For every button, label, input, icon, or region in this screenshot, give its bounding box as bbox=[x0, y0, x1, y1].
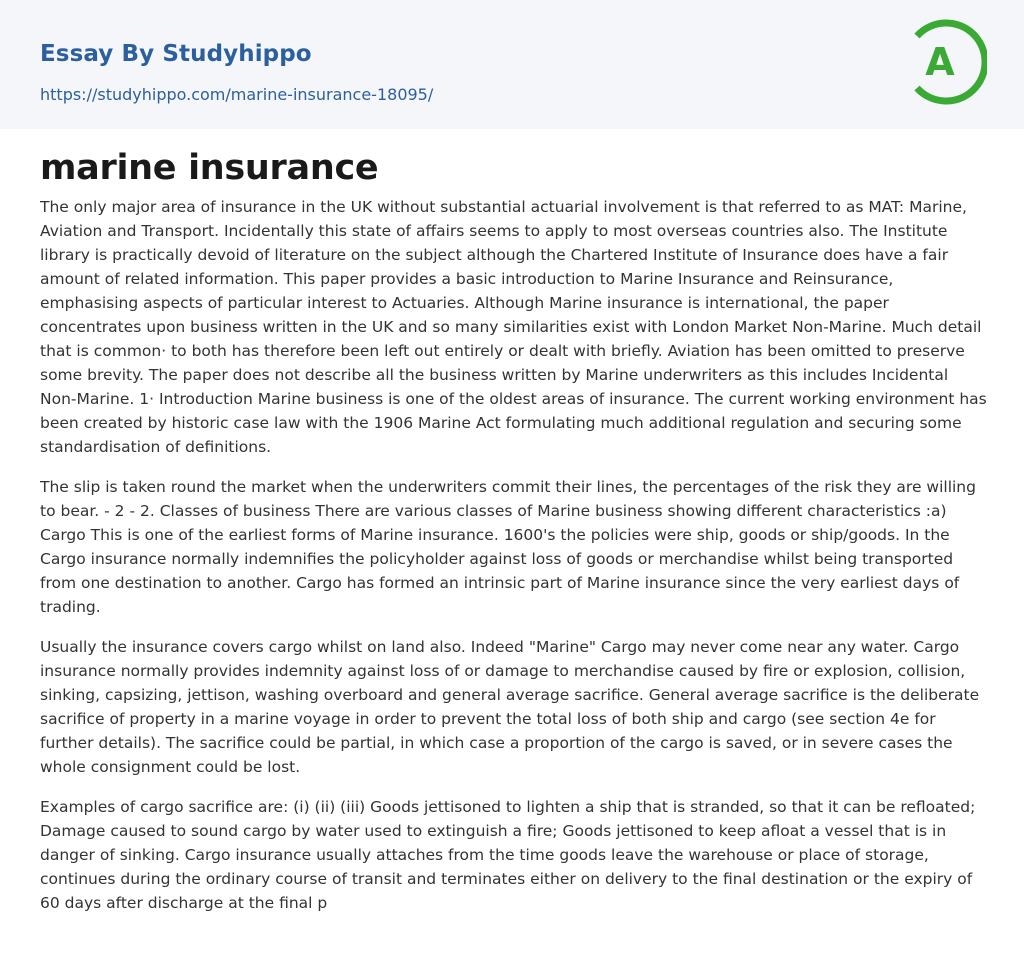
article bbox=[40, 143, 988, 931]
article-paragraph: The only major area of insurance in the UK without substantial actuarial involvement is that referred to as MAT: Marine, Aviation and Transport. Incidentally this state of affairs seems to apply to most overseas countries also. The Institute library is practically devoid of literature on the subject although the Chartered Institute of Insurance does have a fair amount of related information. This paper provides a basic introduction to Marine Insurance and Reinsurance, emphasising aspects of particular interest to Actuaries. Although Marine insurance is international, the paper concentrates upon business written in the UK and so many similarities exist with London Market Non-Marine. Much detail that is common· to both has therefore been left out entirely or dealt with briefly. Aviation has been omitted to preserve some brevity. The paper does not describe all the business written by Marine underwriters as this includes Incidental Non-Marine. 1· Introduction Marine business is one of the oldest areas of insurance. The current working environment has been created by historic case law with the 1906 Marine Act formulating much additional regulation and securing some standardisation of definitions. bbox=[40, 198, 987, 456]
studyhippo-logo-icon[interactable] bbox=[911, 19, 987, 105]
article-paragraph: Examples of cargo sacrifice are: (i) (ii) (iii) Goods jettisoned to lighten a ship that is stranded, so that it can be refloated; Damage caused to sound cargo by water used to extinguish a fire; Goods jettisoned to keep afloat a vessel that is in danger of sinking. Cargo insurance usually attaches from the time goods leave the warehouse or place of storage, continues during the ordinary course of transit and terminates either on delivery to the final destination or the expiry of 60 days after discharge at the final p bbox=[40, 798, 976, 912]
article-paragraph: Usually the insurance covers cargo whilst on land also. Indeed "Marine" Cargo may never come near any water. Cargo insurance normally provides indemnity against loss of or damage to merchandise caused by fire or explosion, collision, sinking, capsizing, jettison, washing overboard and general average sacrifice. General average sacrifice is the deliberate sacrifice of property in a marine voyage in order to prevent the total loss of both ship and cargo (see section 4e for further details). The sacrifice could be partial, in which case a proportion of the cargo is saved, or in severe cases the whole consignment could be lost. bbox=[40, 638, 980, 776]
brand-title[interactable]: Essay By Studyhippo bbox=[40, 41, 312, 67]
essay-url-link[interactable]: https://studyhippo.com/marine-insurance-18095/ bbox=[40, 85, 434, 104]
page-title: marine insurance bbox=[40, 148, 379, 188]
logo-letter: A bbox=[925, 40, 955, 84]
site-header bbox=[0, 0, 1024, 129]
article-paragraph: The slip is taken round the market when the underwriters commit their lines, the percentages of the risk they are willing to bear. - 2 - 2. Classes of business There are various classes of Marine business showing different characteristics :a) Cargo This is one of the earliest forms of Marine insurance. 1600's the policies were ship, goods or ship/goods. In the Cargo insurance normally indemnifies the policyholder against loss of goods or merchandise whilst being transported from one destination to another. Cargo has formed an intrinsic part of Marine insurance since the very earliest days of trading. bbox=[40, 478, 976, 616]
